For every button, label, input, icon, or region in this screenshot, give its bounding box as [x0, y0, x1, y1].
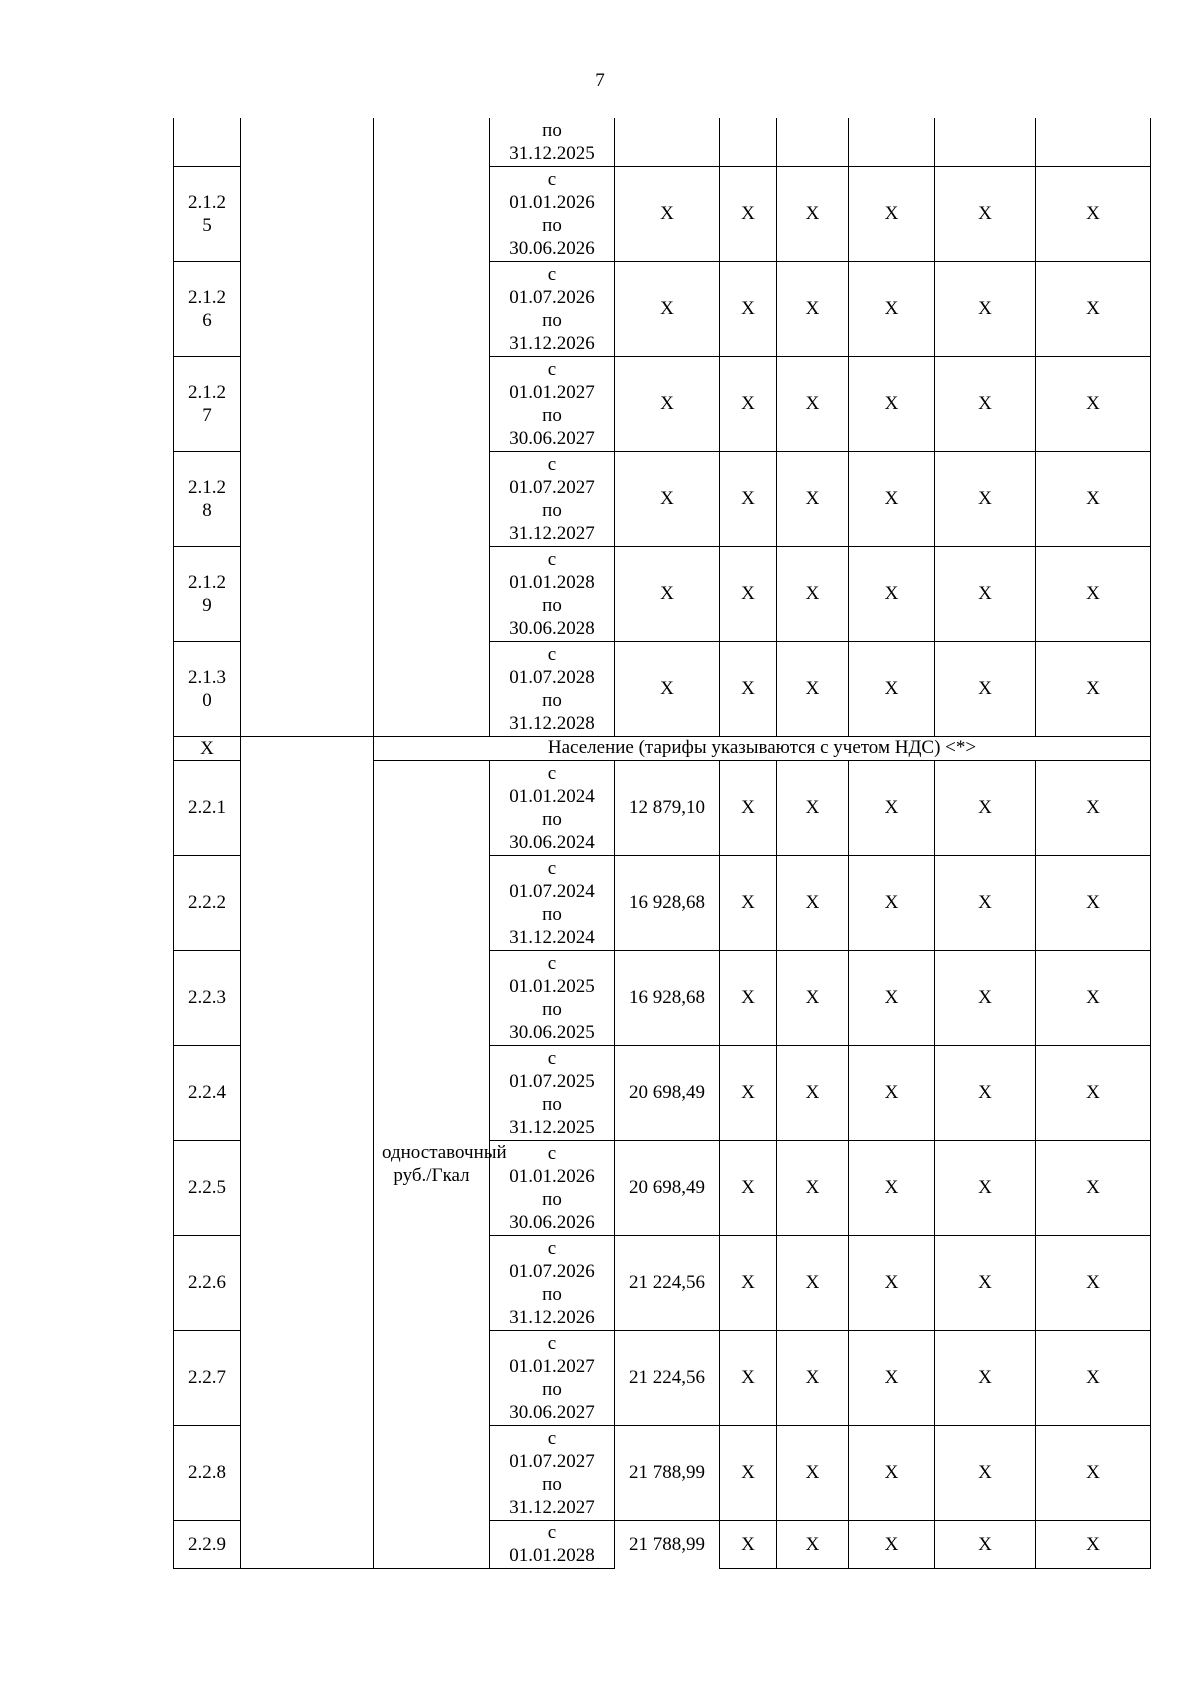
section-header-row — [174, 736, 1151, 760]
period-line: по — [542, 1188, 562, 1210]
period-line: 01.01.2027 — [509, 1355, 595, 1377]
period-cell — [490, 546, 615, 641]
period-line: по — [542, 119, 562, 141]
value-cell: X — [720, 760, 777, 855]
value-cell: X — [935, 1520, 1036, 1568]
period-line: с — [547, 263, 557, 285]
value-cell: X — [720, 950, 777, 1045]
row-number-part: 9 — [202, 594, 212, 616]
value-cell: X — [849, 261, 935, 356]
value-cell: 16 928,68 — [615, 950, 720, 1045]
value-cell: X — [1036, 1045, 1151, 1140]
section-number: X — [174, 736, 241, 760]
period-line: 31.12.2025 — [509, 142, 595, 164]
period-line: по — [542, 1473, 562, 1495]
period-line: 31.12.2026 — [509, 332, 595, 354]
value-cell: 20 698,49 — [615, 1045, 720, 1140]
value-cell: X — [935, 1330, 1036, 1425]
period-line: 30.06.2027 — [509, 1401, 595, 1423]
row-number-part: 7 — [202, 404, 212, 426]
row-number: 2.2.4 — [174, 1045, 241, 1140]
value-cell: 21 788,99 — [615, 1425, 720, 1520]
value-cell: X — [777, 1330, 849, 1425]
period-line: по — [542, 1283, 562, 1305]
value-cell: X — [935, 166, 1036, 261]
value-cell: X — [777, 166, 849, 261]
period-line: 01.01.2028 — [509, 571, 595, 593]
row-number-part: 5 — [202, 214, 212, 236]
value-cell: X — [720, 1140, 777, 1235]
value-cell: 21 224,56 — [615, 1330, 720, 1425]
value-cell: X — [777, 451, 849, 546]
period-line: 01.01.2024 — [509, 785, 595, 807]
row-number-part: 2.1.3 — [188, 666, 226, 688]
table-body — [174, 118, 1151, 1568]
value-cell: X — [935, 760, 1036, 855]
value-cell: X — [720, 855, 777, 950]
value-cell: X — [849, 166, 935, 261]
row-number: 2.2.1 — [174, 760, 241, 855]
period-line: с — [547, 1427, 557, 1449]
row-number — [174, 641, 241, 736]
value-cell: X — [1036, 261, 1151, 356]
value-cell: X — [935, 950, 1036, 1045]
value-cell: X — [777, 1235, 849, 1330]
period-line: 01.01.2025 — [509, 975, 595, 997]
period-line: с — [547, 952, 557, 974]
row-number — [174, 546, 241, 641]
value-cell: X — [849, 451, 935, 546]
value-cell: X — [777, 950, 849, 1045]
blank-cell — [241, 736, 374, 1568]
period-line: по — [542, 404, 562, 426]
period-line: 30.06.2027 — [509, 427, 595, 449]
value-cell: X — [935, 451, 1036, 546]
period-line: 31.12.2024 — [509, 926, 595, 948]
period-line: с — [547, 1142, 557, 1164]
period-line: 01.01.2026 — [509, 1165, 595, 1187]
value-cell: X — [777, 855, 849, 950]
value-cell: X — [615, 641, 720, 736]
value-cell: X — [935, 641, 1036, 736]
period-line: 31.12.2026 — [509, 1306, 595, 1328]
value-cell: X — [1036, 1330, 1151, 1425]
value-cell: X — [720, 356, 777, 451]
value-cell: X — [849, 1330, 935, 1425]
period-cell — [490, 356, 615, 451]
value-cell: X — [935, 546, 1036, 641]
value-cell: X — [849, 950, 935, 1045]
value-cell: X — [849, 1520, 935, 1568]
period-line: 30.06.2028 — [509, 617, 595, 639]
period-cell — [490, 451, 615, 546]
tariff-type-cell: одноставочный руб./Гкал — [374, 760, 490, 1568]
value-cell: 12 879,10 — [615, 760, 720, 855]
value-cell: X — [720, 1235, 777, 1330]
value-cell: X — [720, 1045, 777, 1140]
period-line: 01.07.2027 — [509, 476, 595, 498]
period-line: с — [547, 1047, 557, 1069]
period-line: 01.01.2028 — [509, 1545, 595, 1566]
value-cell: X — [720, 1425, 777, 1520]
value-cell: X — [1036, 950, 1151, 1045]
value-cell: X — [849, 1140, 935, 1235]
period-line: с — [547, 1522, 557, 1543]
value-cell: X — [1036, 1140, 1151, 1235]
value-cell: X — [777, 1045, 849, 1140]
period-cell — [490, 1235, 615, 1330]
period-line: 30.06.2026 — [509, 1211, 595, 1233]
section-title: Население (тарифы указываются с учетом НДС) <*> — [374, 736, 1151, 760]
period-line: 01.01.2026 — [509, 191, 595, 213]
value-cell: X — [1036, 760, 1151, 855]
period-line: по — [542, 214, 562, 236]
value-cell: X — [615, 356, 720, 451]
value-cell: 21 224,56 — [615, 1235, 720, 1330]
value-cell: X — [849, 760, 935, 855]
value-cell: X — [777, 546, 849, 641]
period-line: 01.07.2027 — [509, 1450, 595, 1472]
row-number-part: 2.1.2 — [188, 286, 226, 308]
row-number — [174, 118, 241, 166]
row-number-part: 2.1.2 — [188, 476, 226, 498]
value-cell: X — [935, 1425, 1036, 1520]
period-line: по — [542, 1093, 562, 1115]
row-number: 2.2.6 — [174, 1235, 241, 1330]
value-cell: X — [777, 261, 849, 356]
row-number — [174, 451, 241, 546]
value-cell: X — [720, 641, 777, 736]
value-cell: X — [935, 1235, 1036, 1330]
row-number-part: 2.1.2 — [188, 191, 226, 213]
period-cell — [490, 166, 615, 261]
value-cell: X — [935, 261, 1036, 356]
blank-cell — [374, 118, 490, 736]
value-cell: X — [720, 261, 777, 356]
tariff-table-container — [173, 118, 1151, 1569]
page-number: 7 — [595, 70, 605, 91]
value-cell — [777, 118, 849, 166]
value-cell: X — [1036, 1235, 1151, 1330]
value-cell: X — [935, 1140, 1036, 1235]
value-cell: X — [1036, 451, 1151, 546]
row-number: 2.2.3 — [174, 950, 241, 1045]
period-line: 01.07.2026 — [509, 286, 595, 308]
row-number — [174, 261, 241, 356]
period-line: 30.06.2025 — [509, 1021, 595, 1043]
row-number: 2.2.8 — [174, 1425, 241, 1520]
value-cell: X — [720, 1330, 777, 1425]
value-cell: X — [720, 546, 777, 641]
period-cell — [490, 261, 615, 356]
row-number-part: 0 — [202, 689, 212, 711]
value-cell: X — [1036, 1520, 1151, 1568]
value-cell: X — [849, 641, 935, 736]
period-line: 31.12.2027 — [509, 522, 595, 544]
period-line: 30.06.2026 — [509, 237, 595, 259]
period-line: 01.01.2027 — [509, 381, 595, 403]
row-number: 2.2.9 — [174, 1520, 241, 1568]
period-line: 31.12.2027 — [509, 1496, 595, 1518]
period-line: по — [542, 808, 562, 830]
row-number — [174, 166, 241, 261]
value-cell: X — [1036, 855, 1151, 950]
row-number-part: 2.1.2 — [188, 381, 226, 403]
value-cell: X — [1036, 356, 1151, 451]
value-cell: X — [777, 641, 849, 736]
value-cell: X — [849, 1425, 935, 1520]
period-cell — [490, 1330, 615, 1425]
row-number: 2.2.5 — [174, 1140, 241, 1235]
period-line: 01.07.2025 — [509, 1070, 595, 1092]
value-cell: X — [615, 261, 720, 356]
value-cell — [720, 118, 777, 166]
value-cell: 20 698,49 — [615, 1140, 720, 1235]
row-number: 2.2.7 — [174, 1330, 241, 1425]
row-number-part: 2.1.2 — [188, 571, 226, 593]
value-cell: X — [777, 760, 849, 855]
value-cell: X — [1036, 1425, 1151, 1520]
tariff-table — [173, 118, 1151, 1569]
period-line: 01.07.2028 — [509, 666, 595, 688]
period-line: с — [547, 857, 557, 879]
period-cell — [490, 1425, 615, 1520]
value-cell: X — [849, 356, 935, 451]
period-cell — [490, 118, 615, 166]
value-cell — [615, 118, 720, 166]
value-cell — [849, 118, 935, 166]
period-line: 30.06.2024 — [509, 831, 595, 853]
period-cell — [490, 855, 615, 950]
period-line: по — [542, 309, 562, 331]
value-cell: X — [935, 855, 1036, 950]
row-number — [174, 356, 241, 451]
value-cell: X — [615, 451, 720, 546]
value-cell: X — [1036, 641, 1151, 736]
value-cell: X — [849, 546, 935, 641]
period-line: 31.12.2025 — [509, 1116, 595, 1138]
period-line: 01.07.2026 — [509, 1260, 595, 1282]
period-line: с — [547, 358, 557, 380]
value-cell: X — [720, 166, 777, 261]
row-number-part: 6 — [202, 309, 212, 331]
value-cell: X — [849, 855, 935, 950]
period-line: по — [542, 1378, 562, 1400]
value-cell: X — [849, 1235, 935, 1330]
row-number-part: 8 — [202, 499, 212, 521]
value-cell: X — [777, 1425, 849, 1520]
value-cell: 16 928,68 — [615, 855, 720, 950]
period-line: по — [542, 998, 562, 1020]
value-cell: X — [720, 451, 777, 546]
table-row — [174, 118, 1151, 166]
value-cell: X — [720, 1520, 777, 1568]
period-line: по — [542, 903, 562, 925]
period-line: с — [547, 168, 557, 190]
value-cell: 21 788,99 — [615, 1520, 720, 1568]
value-cell: X — [615, 166, 720, 261]
value-cell: X — [1036, 166, 1151, 261]
period-line: с — [547, 762, 557, 784]
value-cell: X — [615, 546, 720, 641]
value-cell: X — [1036, 546, 1151, 641]
value-cell: X — [935, 1045, 1036, 1140]
value-cell — [935, 118, 1036, 166]
period-cell — [490, 1520, 615, 1568]
period-line: с — [547, 1237, 557, 1259]
period-cell — [490, 1045, 615, 1140]
period-line: по — [542, 689, 562, 711]
row-number: 2.2.2 — [174, 855, 241, 950]
period-line: по — [542, 594, 562, 616]
period-line: с — [547, 453, 557, 475]
value-cell: X — [777, 1520, 849, 1568]
period-line: с — [547, 643, 557, 665]
period-line: с — [547, 1332, 557, 1354]
blank-cell — [241, 118, 374, 736]
period-cell — [490, 950, 615, 1045]
period-cell — [490, 760, 615, 855]
value-cell — [1036, 118, 1151, 166]
period-line: с — [547, 548, 557, 570]
period-line: по — [542, 499, 562, 521]
period-line: 01.07.2024 — [509, 880, 595, 902]
value-cell: X — [849, 1045, 935, 1140]
period-cell — [490, 1140, 615, 1235]
period-line: 31.12.2028 — [509, 712, 595, 734]
period-cell — [490, 641, 615, 736]
value-cell: X — [777, 1140, 849, 1235]
value-cell: X — [777, 356, 849, 451]
value-cell: X — [935, 356, 1036, 451]
